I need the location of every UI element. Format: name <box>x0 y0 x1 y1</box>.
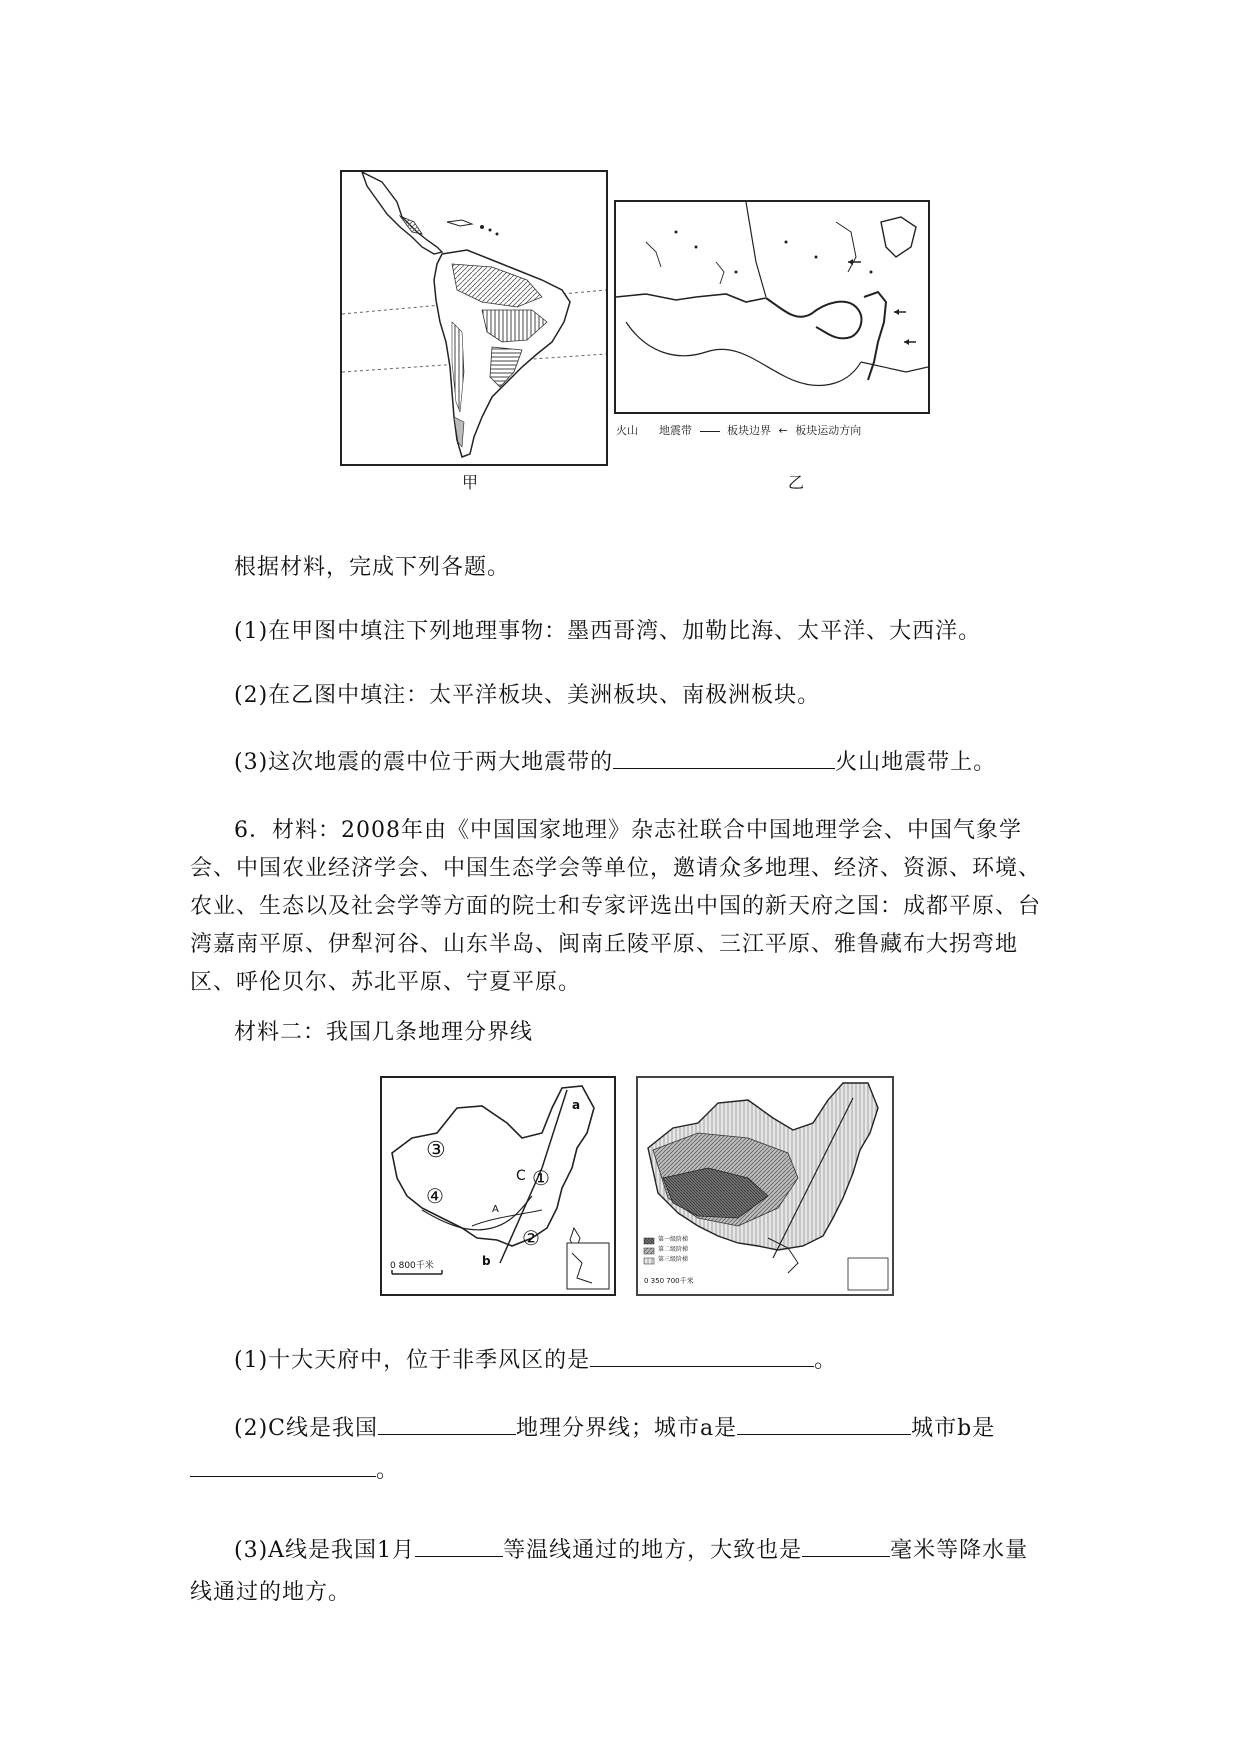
q6-item3-mid: 等温线通过的地方，大致也是 <box>503 1538 803 1563</box>
q6-item2-pre: (2)C线是我国 <box>234 1416 378 1441</box>
circle-label-4: ④ <box>426 1184 444 1208</box>
q6-item2-post: 。 <box>376 1458 400 1483</box>
map-china-terrain-steps <box>636 1076 894 1296</box>
q5-item3-pre: (3)这次地震的震中位于两大地震带的 <box>234 750 614 775</box>
terrain-legend-step3: 第三级阶梯 <box>658 1256 689 1263</box>
q6-item2-blank3[interactable] <box>190 1452 376 1477</box>
q5-item3-post: 火山地震带上。 <box>835 750 997 775</box>
q6-item2-blank2[interactable] <box>737 1410 911 1435</box>
scale-label: 0 800千米 <box>390 1261 434 1271</box>
map-plate-boundaries <box>614 200 930 414</box>
circle-label-1: ① <box>532 1166 550 1190</box>
q5-item1: (1)在甲图中填注下列地理事物：墨西哥湾、加勒比海、太平洋、大西洋。 <box>234 619 982 644</box>
q6-item2-mid2: 城市b是 <box>911 1416 996 1441</box>
city-label-a: a <box>572 1098 581 1112</box>
q5-item3 <box>190 744 1050 781</box>
map-china-boundary-lines <box>380 1076 616 1296</box>
q6-item3 <box>190 1530 1050 1614</box>
q6-material1: 6．材料：2008年由《中国国家地理》杂志社联合中国地理学会、中国气象学会、中国农业经济学会、中国生态学会等单位，邀请众多地理、经济、资源、环境、农业、生态以及社会学等方面的院士和专家评选出中国的新天府之国：成都平原、台湾嘉南平原、伊犁河谷、山东半岛、闽南丘陵平原、三江平原、雅鲁藏布大拐弯地区、呼伦贝尔、苏北平原、宁夏平原。 <box>190 818 1042 995</box>
q6-item3-post: 毫米等降水量线通过的地方。 <box>190 1538 1029 1605</box>
legend-quake-belt: 地震带 <box>659 424 692 437</box>
q6-item3-blank1[interactable] <box>415 1532 503 1557</box>
legend-plate-boundary: 板块边界 <box>727 424 771 437</box>
q6-item1-blank[interactable] <box>590 1342 814 1367</box>
terrain-legend-step1: 第一级阶梯 <box>658 1236 689 1243</box>
legend-plate-direction: 板块运动方向 <box>795 424 862 437</box>
q6-item3-blank2[interactable] <box>802 1532 890 1557</box>
city-label-b: b <box>482 1254 491 1268</box>
q6-item2-mid: 地理分界线；城市a是 <box>516 1416 738 1441</box>
terrain-legend-step2: 第二级阶梯 <box>658 1246 689 1253</box>
map-latin-america <box>340 170 608 466</box>
q6-item1-post: 。 <box>814 1348 838 1373</box>
terrain-legend <box>658 1235 688 1265</box>
line-label-c: C <box>516 1168 526 1184</box>
legend-volcano: 火山 <box>616 424 638 437</box>
q6-material2: 材料二：我国几条地理分界线 <box>234 1020 534 1045</box>
q6-item2 <box>190 1408 1050 1492</box>
q5-item3-blank[interactable] <box>613 744 835 769</box>
plate-map-legend: 火山 地震带 板块边界 ← 板块运动方向 <box>616 424 862 437</box>
circle-label-2: ② <box>522 1226 540 1250</box>
q5-item2: (2)在乙图中填注：太平洋板块、美洲板块、南极洲板块。 <box>234 683 821 708</box>
circle-label-3: ③ <box>426 1138 446 1163</box>
q5-intro: 根据材料，完成下列各题。 <box>234 555 511 580</box>
caption-jia: 甲 <box>462 473 479 492</box>
terrain-scale-label: 0 350 700千米 <box>644 1277 694 1285</box>
q6-item1 <box>190 1342 1050 1379</box>
q6-item1-pre: (1)十大天府中，位于非季风区的是 <box>234 1348 591 1373</box>
caption-yi: 乙 <box>788 473 805 492</box>
line-label-a: A <box>492 1204 499 1215</box>
q6-item3-pre: (3)A线是我国1月 <box>234 1538 416 1563</box>
q6-item2-blank1[interactable] <box>378 1410 516 1435</box>
